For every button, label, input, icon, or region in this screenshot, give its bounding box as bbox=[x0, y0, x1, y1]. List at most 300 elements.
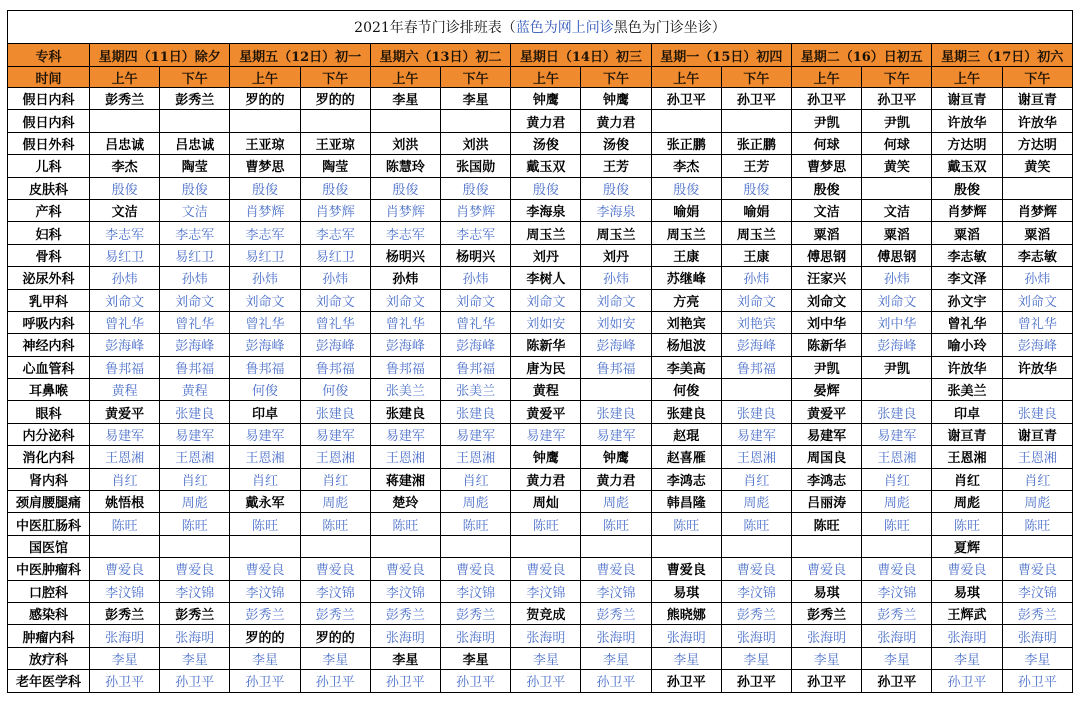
clinic-doctor-cell: 张建良 bbox=[370, 401, 440, 423]
online-doctor-cell: 肖梦辉 bbox=[370, 199, 440, 221]
online-doctor-cell: 彭秀兰 bbox=[370, 602, 440, 624]
dept-name: 感染科 bbox=[8, 602, 90, 624]
clinic-doctor-cell bbox=[862, 535, 932, 557]
online-doctor-cell: 殷俊 bbox=[300, 177, 370, 199]
table-row bbox=[8, 446, 1073, 468]
clinic-doctor-cell: 李树人 bbox=[511, 267, 581, 289]
clinic-doctor-cell: 陈慧玲 bbox=[370, 155, 440, 177]
clinic-doctor-cell: 孙卫平 bbox=[792, 88, 862, 110]
clinic-doctor-cell: 钟鹰 bbox=[511, 88, 581, 110]
dept-name: 眼科 bbox=[8, 401, 90, 423]
online-doctor-cell: 刘如安 bbox=[511, 311, 581, 333]
clinic-doctor-cell: 李杰 bbox=[651, 155, 721, 177]
online-doctor-cell: 鲁邦福 bbox=[90, 356, 160, 378]
clinic-doctor-cell: 彭秀兰 bbox=[90, 602, 160, 624]
clinic-doctor-cell: 尹凯 bbox=[862, 356, 932, 378]
table-row bbox=[8, 647, 1073, 669]
am-header: 上午 bbox=[370, 67, 440, 88]
online-doctor-cell: 陈旺 bbox=[300, 513, 370, 535]
online-doctor-cell: 易建军 bbox=[581, 423, 651, 445]
online-doctor-cell: 周彪 bbox=[441, 491, 511, 513]
online-doctor-cell: 李志军 bbox=[160, 222, 230, 244]
clinic-doctor-cell: 谢亘青 bbox=[1002, 88, 1072, 110]
online-doctor-cell: 王恩湘 bbox=[230, 446, 300, 468]
clinic-doctor-cell: 孙卫平 bbox=[721, 670, 791, 692]
dept-name: 消化内科 bbox=[8, 446, 90, 468]
online-doctor-cell: 曾礼华 bbox=[300, 311, 370, 333]
online-doctor-cell: 刘艳宾 bbox=[721, 311, 791, 333]
clinic-doctor-cell: 喻娟 bbox=[721, 199, 791, 221]
online-doctor-cell: 刘命文 bbox=[862, 289, 932, 311]
clinic-doctor-cell: 易建军 bbox=[792, 423, 862, 445]
online-doctor-cell: 王恩湘 bbox=[90, 446, 160, 468]
online-doctor-cell: 曹爱良 bbox=[1002, 558, 1072, 580]
online-doctor-cell: 张建良 bbox=[1002, 401, 1072, 423]
online-doctor-cell: 张建良 bbox=[721, 401, 791, 423]
online-doctor-cell: 李星 bbox=[932, 647, 1002, 669]
clinic-doctor-cell: 王康 bbox=[721, 244, 791, 266]
online-doctor-cell: 李志军 bbox=[230, 222, 300, 244]
am-header: 上午 bbox=[90, 67, 160, 88]
clinic-doctor-cell: 周彪 bbox=[932, 491, 1002, 513]
online-doctor-cell: 陈旺 bbox=[651, 513, 721, 535]
clinic-doctor-cell: 周国良 bbox=[792, 446, 862, 468]
clinic-doctor-cell: 黄力君 bbox=[511, 110, 581, 132]
clinic-doctor-cell: 周玉兰 bbox=[511, 222, 581, 244]
online-doctor-cell: 孙卫平 bbox=[1002, 670, 1072, 692]
clinic-doctor-cell bbox=[792, 535, 862, 557]
table-row bbox=[8, 625, 1073, 647]
online-doctor-cell: 易红卫 bbox=[300, 244, 370, 266]
clinic-doctor-cell: 刘洪 bbox=[370, 132, 440, 154]
online-doctor-cell: 张建良 bbox=[300, 401, 370, 423]
clinic-doctor-cell: 李鸿志 bbox=[651, 468, 721, 490]
dept-header: 专科 bbox=[8, 44, 90, 67]
clinic-doctor-cell: 黄爱平 bbox=[511, 401, 581, 423]
dept-name: 中医肿瘤科 bbox=[8, 558, 90, 580]
clinic-doctor-cell bbox=[511, 535, 581, 557]
online-doctor-cell: 陈旺 bbox=[511, 513, 581, 535]
clinic-doctor-cell: 方亮 bbox=[651, 289, 721, 311]
online-doctor-cell: 孙卫平 bbox=[160, 670, 230, 692]
table-row bbox=[8, 535, 1073, 557]
online-doctor-cell: 周彪 bbox=[862, 491, 932, 513]
am-header: 上午 bbox=[932, 67, 1002, 88]
online-doctor-cell: 张海明 bbox=[932, 625, 1002, 647]
clinic-doctor-cell: 吕忠诚 bbox=[160, 132, 230, 154]
online-doctor-cell: 孙卫平 bbox=[370, 670, 440, 692]
day-header: 星期三（17日）初六 bbox=[932, 44, 1073, 67]
clinic-doctor-cell: 陈新华 bbox=[511, 334, 581, 356]
table-row bbox=[8, 468, 1073, 490]
clinic-doctor-cell: 赵喜雁 bbox=[651, 446, 721, 468]
online-doctor-cell: 张海明 bbox=[1002, 625, 1072, 647]
online-doctor-cell: 张建良 bbox=[862, 401, 932, 423]
online-doctor-cell: 孙炜 bbox=[721, 267, 791, 289]
clinic-doctor-cell bbox=[370, 535, 440, 557]
dept-name: 产科 bbox=[8, 199, 90, 221]
clinic-doctor-cell: 彭秀兰 bbox=[90, 88, 160, 110]
online-doctor-cell: 彭秀兰 bbox=[581, 602, 651, 624]
online-doctor-cell: 李星 bbox=[230, 647, 300, 669]
online-doctor-cell: 易红卫 bbox=[230, 244, 300, 266]
online-doctor-cell: 鲁邦福 bbox=[230, 356, 300, 378]
online-doctor-cell: 刘命文 bbox=[581, 289, 651, 311]
online-doctor-cell: 周彪 bbox=[581, 491, 651, 513]
online-doctor-cell: 肖梦辉 bbox=[441, 199, 511, 221]
table-row bbox=[8, 602, 1073, 624]
online-doctor-cell: 孙卫平 bbox=[511, 670, 581, 692]
online-doctor-cell: 张海明 bbox=[441, 625, 511, 647]
online-doctor-cell: 王恩湘 bbox=[300, 446, 370, 468]
clinic-doctor-cell: 钟鹰 bbox=[511, 446, 581, 468]
online-doctor-cell: 殷俊 bbox=[230, 177, 300, 199]
dept-name: 内分泌科 bbox=[8, 423, 90, 445]
pm-header: 下午 bbox=[862, 67, 932, 88]
online-doctor-cell: 孙卫平 bbox=[300, 670, 370, 692]
clinic-doctor-cell: 黄程 bbox=[511, 379, 581, 401]
day-header: 星期六（13日）初二 bbox=[370, 44, 510, 67]
clinic-doctor-cell: 肖红 bbox=[932, 468, 1002, 490]
online-doctor-cell: 陈旺 bbox=[721, 513, 791, 535]
title-online-note: 蓝色为网上问诊 bbox=[515, 20, 614, 36]
dept-name: 肾内科 bbox=[8, 468, 90, 490]
online-doctor-cell: 肖红 bbox=[862, 468, 932, 490]
online-doctor-cell: 陈旺 bbox=[862, 513, 932, 535]
dept-name: 骨科 bbox=[8, 244, 90, 266]
online-doctor-cell: 刘命文 bbox=[511, 289, 581, 311]
online-doctor-cell: 李星 bbox=[300, 647, 370, 669]
online-doctor-cell: 刘中华 bbox=[862, 311, 932, 333]
clinic-doctor-cell: 周玉兰 bbox=[651, 222, 721, 244]
online-doctor-cell: 孙卫平 bbox=[441, 670, 511, 692]
dept-name: 呼吸内科 bbox=[8, 311, 90, 333]
clinic-doctor-cell bbox=[90, 110, 160, 132]
clinic-doctor-cell: 罗的的 bbox=[230, 88, 300, 110]
online-doctor-cell: 易建军 bbox=[160, 423, 230, 445]
table-row bbox=[8, 177, 1073, 199]
clinic-doctor-cell: 何球 bbox=[792, 132, 862, 154]
clinic-doctor-cell: 蒋建湘 bbox=[370, 468, 440, 490]
table-row bbox=[8, 267, 1073, 289]
clinic-doctor-cell: 陈旺 bbox=[792, 513, 862, 535]
clinic-doctor-cell bbox=[441, 110, 511, 132]
clinic-doctor-cell: 吕忠诚 bbox=[90, 132, 160, 154]
online-doctor-cell: 张美兰 bbox=[441, 379, 511, 401]
table-row bbox=[8, 88, 1073, 110]
table-row bbox=[8, 311, 1073, 333]
clinic-doctor-cell: 李文泽 bbox=[932, 267, 1002, 289]
clinic-doctor-cell: 杨明兴 bbox=[370, 244, 440, 266]
online-doctor-cell: 李星 bbox=[1002, 647, 1072, 669]
clinic-doctor-cell: 晏辉 bbox=[792, 379, 862, 401]
online-doctor-cell: 殷俊 bbox=[511, 177, 581, 199]
dept-name: 假日外科 bbox=[8, 132, 90, 154]
clinic-doctor-cell: 李志敏 bbox=[1002, 244, 1072, 266]
clinic-doctor-cell: 周玉兰 bbox=[721, 222, 791, 244]
online-doctor-cell: 孙炜 bbox=[581, 267, 651, 289]
online-doctor-cell: 李汶锦 bbox=[581, 580, 651, 602]
clinic-doctor-cell: 张建良 bbox=[651, 401, 721, 423]
dept-name: 假日内科 bbox=[8, 88, 90, 110]
online-doctor-cell: 张海明 bbox=[581, 625, 651, 647]
online-doctor-cell: 彭海峰 bbox=[90, 334, 160, 356]
clinic-doctor-cell: 孙卫平 bbox=[862, 670, 932, 692]
online-doctor-cell: 李星 bbox=[792, 647, 862, 669]
online-doctor-cell: 曹爱良 bbox=[792, 558, 862, 580]
online-doctor-cell: 刘命文 bbox=[300, 289, 370, 311]
online-doctor-cell: 孙炜 bbox=[230, 267, 300, 289]
table-row bbox=[8, 491, 1073, 513]
clinic-doctor-cell: 曹梦思 bbox=[230, 155, 300, 177]
clinic-doctor-cell: 戴玉双 bbox=[932, 155, 1002, 177]
online-doctor-cell: 易红卫 bbox=[90, 244, 160, 266]
clinic-doctor-cell bbox=[370, 110, 440, 132]
clinic-doctor-cell: 李星 bbox=[441, 647, 511, 669]
online-doctor-cell: 王恩湘 bbox=[160, 446, 230, 468]
clinic-doctor-cell: 方达明 bbox=[1002, 132, 1072, 154]
online-doctor-cell: 孙炜 bbox=[90, 267, 160, 289]
clinic-doctor-cell bbox=[300, 535, 370, 557]
online-doctor-cell: 陈旺 bbox=[370, 513, 440, 535]
day-header: 星期二（16）日初五 bbox=[792, 44, 932, 67]
dept-name: 国医馆 bbox=[8, 535, 90, 557]
online-doctor-cell: 李星 bbox=[862, 647, 932, 669]
table-row bbox=[8, 199, 1073, 221]
table-row bbox=[8, 580, 1073, 602]
online-doctor-cell: 王恩湘 bbox=[441, 446, 511, 468]
clinic-doctor-cell bbox=[160, 535, 230, 557]
clinic-doctor-cell: 张国勋 bbox=[441, 155, 511, 177]
online-doctor-cell: 张海明 bbox=[651, 625, 721, 647]
clinic-doctor-cell: 曾礼华 bbox=[932, 311, 1002, 333]
clinic-doctor-cell: 杨明兴 bbox=[441, 244, 511, 266]
table-row bbox=[8, 244, 1073, 266]
online-doctor-cell: 易建军 bbox=[441, 423, 511, 445]
clinic-doctor-cell: 傅思钢 bbox=[862, 244, 932, 266]
online-doctor-cell: 鲁邦福 bbox=[441, 356, 511, 378]
online-doctor-cell: 何俊 bbox=[300, 379, 370, 401]
online-doctor-cell: 鲁邦福 bbox=[160, 356, 230, 378]
clinic-doctor-cell: 张正鹏 bbox=[651, 132, 721, 154]
clinic-doctor-cell: 戴永军 bbox=[230, 491, 300, 513]
dept-name: 皮肤科 bbox=[8, 177, 90, 199]
schedule-body bbox=[8, 88, 1073, 693]
header-day-row bbox=[8, 44, 1073, 67]
clinic-doctor-cell: 刘丹 bbox=[511, 244, 581, 266]
online-doctor-cell: 彭海峰 bbox=[1002, 334, 1072, 356]
online-doctor-cell: 周彪 bbox=[721, 491, 791, 513]
online-doctor-cell: 刘命文 bbox=[160, 289, 230, 311]
clinic-doctor-cell: 周玉兰 bbox=[581, 222, 651, 244]
pm-header: 下午 bbox=[1002, 67, 1072, 88]
clinic-doctor-cell: 粟滔 bbox=[862, 222, 932, 244]
clinic-doctor-cell: 贺竞成 bbox=[511, 602, 581, 624]
clinic-doctor-cell: 黄力君 bbox=[581, 468, 651, 490]
online-doctor-cell: 黄程 bbox=[160, 379, 230, 401]
clinic-doctor-cell bbox=[721, 379, 791, 401]
clinic-doctor-cell bbox=[721, 110, 791, 132]
online-doctor-cell: 刘命文 bbox=[230, 289, 300, 311]
schedule-table bbox=[7, 43, 1073, 693]
online-doctor-cell: 李汶锦 bbox=[721, 580, 791, 602]
table-row bbox=[8, 356, 1073, 378]
online-doctor-cell: 肖红 bbox=[160, 468, 230, 490]
online-doctor-cell: 易建军 bbox=[721, 423, 791, 445]
online-doctor-cell: 李汶锦 bbox=[441, 580, 511, 602]
clinic-doctor-cell: 李鸿志 bbox=[792, 468, 862, 490]
online-doctor-cell: 鲁邦福 bbox=[300, 356, 370, 378]
title-main: 2021年春节门诊排班表（ bbox=[354, 20, 516, 36]
table-title bbox=[7, 10, 1073, 43]
online-doctor-cell: 彭秀兰 bbox=[862, 602, 932, 624]
online-doctor-cell: 王恩湘 bbox=[370, 446, 440, 468]
clinic-doctor-cell: 许放华 bbox=[1002, 110, 1072, 132]
table-row bbox=[8, 334, 1073, 356]
clinic-doctor-cell: 李杰 bbox=[90, 155, 160, 177]
clinic-doctor-cell bbox=[230, 535, 300, 557]
am-header: 上午 bbox=[792, 67, 862, 88]
online-doctor-cell: 肖梦辉 bbox=[300, 199, 370, 221]
clinic-doctor-cell: 李美高 bbox=[651, 356, 721, 378]
clinic-doctor-cell bbox=[300, 110, 370, 132]
online-doctor-cell: 肖红 bbox=[441, 468, 511, 490]
online-doctor-cell: 殷俊 bbox=[160, 177, 230, 199]
clinic-doctor-cell: 孙卫平 bbox=[651, 88, 721, 110]
online-doctor-cell: 曾礼华 bbox=[441, 311, 511, 333]
online-doctor-cell: 文洁 bbox=[160, 199, 230, 221]
clinic-doctor-cell: 刘洪 bbox=[441, 132, 511, 154]
online-doctor-cell: 鲁邦福 bbox=[370, 356, 440, 378]
online-doctor-cell: 李星 bbox=[651, 647, 721, 669]
clinic-doctor-cell: 肖梦辉 bbox=[932, 199, 1002, 221]
clinic-doctor-cell: 黄爱平 bbox=[90, 401, 160, 423]
online-doctor-cell: 王恩湘 bbox=[721, 446, 791, 468]
clinic-doctor-cell: 粟滔 bbox=[932, 222, 1002, 244]
online-doctor-cell: 易建军 bbox=[90, 423, 160, 445]
online-doctor-cell: 易建军 bbox=[370, 423, 440, 445]
online-doctor-cell: 肖红 bbox=[1002, 468, 1072, 490]
clinic-doctor-cell: 王康 bbox=[651, 244, 721, 266]
clinic-doctor-cell: 罗的的 bbox=[230, 625, 300, 647]
clinic-doctor-cell: 孙卫平 bbox=[862, 88, 932, 110]
clinic-doctor-cell: 文洁 bbox=[862, 199, 932, 221]
online-doctor-cell: 李汶锦 bbox=[862, 580, 932, 602]
dept-name: 神经内科 bbox=[8, 334, 90, 356]
online-doctor-cell: 曹爱良 bbox=[300, 558, 370, 580]
online-doctor-cell: 陈旺 bbox=[230, 513, 300, 535]
dept-name: 心血管科 bbox=[8, 356, 90, 378]
clinic-doctor-cell: 孙卫平 bbox=[792, 670, 862, 692]
online-doctor-cell: 曹爱良 bbox=[721, 558, 791, 580]
clinic-doctor-cell: 刘丹 bbox=[581, 244, 651, 266]
online-doctor-cell: 孙卫平 bbox=[90, 670, 160, 692]
clinic-doctor-cell: 殷俊 bbox=[932, 177, 1002, 199]
dept-name: 老年医学科 bbox=[8, 670, 90, 692]
clinic-doctor-cell bbox=[1002, 379, 1072, 401]
clinic-doctor-cell: 汤俊 bbox=[511, 132, 581, 154]
online-doctor-cell: 曾礼华 bbox=[90, 311, 160, 333]
clinic-doctor-cell bbox=[721, 535, 791, 557]
clinic-doctor-cell: 谢亘青 bbox=[932, 423, 1002, 445]
online-doctor-cell: 张建良 bbox=[160, 401, 230, 423]
online-doctor-cell: 孙炜 bbox=[862, 267, 932, 289]
online-doctor-cell: 李星 bbox=[721, 647, 791, 669]
online-doctor-cell: 曹爱良 bbox=[90, 558, 160, 580]
pm-header: 下午 bbox=[300, 67, 370, 88]
online-doctor-cell: 彭海峰 bbox=[721, 334, 791, 356]
dept-name: 妇科 bbox=[8, 222, 90, 244]
clinic-doctor-cell: 黄力君 bbox=[581, 110, 651, 132]
clinic-doctor-cell: 彭秀兰 bbox=[792, 602, 862, 624]
online-doctor-cell: 李星 bbox=[160, 647, 230, 669]
online-doctor-cell: 易建军 bbox=[300, 423, 370, 445]
clinic-doctor-cell: 许放华 bbox=[932, 356, 1002, 378]
online-doctor-cell: 张海明 bbox=[160, 625, 230, 647]
online-doctor-cell: 黄程 bbox=[90, 379, 160, 401]
header-time-row bbox=[8, 67, 1073, 88]
online-doctor-cell: 李志军 bbox=[90, 222, 160, 244]
clinic-doctor-cell: 王亚琼 bbox=[230, 132, 300, 154]
online-doctor-cell: 鲁邦福 bbox=[581, 356, 651, 378]
table-row bbox=[8, 423, 1073, 445]
online-doctor-cell: 李星 bbox=[511, 647, 581, 669]
clinic-doctor-cell: 曹梦思 bbox=[792, 155, 862, 177]
clinic-doctor-cell: 罗的的 bbox=[300, 625, 370, 647]
clinic-doctor-cell bbox=[581, 379, 651, 401]
online-doctor-cell: 孙卫平 bbox=[932, 670, 1002, 692]
clinic-doctor-cell: 李星 bbox=[370, 88, 440, 110]
dept-name: 中医肛肠科 bbox=[8, 513, 90, 535]
online-doctor-cell: 刘命文 bbox=[1002, 289, 1072, 311]
clinic-doctor-cell: 易琪 bbox=[792, 580, 862, 602]
clinic-doctor-cell: 姚悟根 bbox=[90, 491, 160, 513]
online-doctor-cell: 曹爱良 bbox=[441, 558, 511, 580]
online-doctor-cell: 张海明 bbox=[721, 625, 791, 647]
online-doctor-cell: 李志军 bbox=[441, 222, 511, 244]
dept-name: 肿瘤内科 bbox=[8, 625, 90, 647]
online-doctor-cell: 陈旺 bbox=[932, 513, 1002, 535]
online-doctor-cell: 李海泉 bbox=[581, 199, 651, 221]
clinic-doctor-cell: 夏辉 bbox=[932, 535, 1002, 557]
online-doctor-cell: 周彪 bbox=[160, 491, 230, 513]
clinic-doctor-cell: 张正鹏 bbox=[721, 132, 791, 154]
online-doctor-cell: 李汶锦 bbox=[511, 580, 581, 602]
online-doctor-cell: 殷俊 bbox=[441, 177, 511, 199]
clinic-doctor-cell: 黄笑 bbox=[862, 155, 932, 177]
clinic-doctor-cell: 唐为民 bbox=[511, 356, 581, 378]
clinic-doctor-cell: 钟鹰 bbox=[581, 446, 651, 468]
online-doctor-cell: 李汶锦 bbox=[1002, 580, 1072, 602]
online-doctor-cell: 陈旺 bbox=[90, 513, 160, 535]
clinic-doctor-cell: 熊晓娜 bbox=[651, 602, 721, 624]
online-doctor-cell: 肖红 bbox=[230, 468, 300, 490]
table-row bbox=[8, 401, 1073, 423]
clinic-doctor-cell: 粟滔 bbox=[792, 222, 862, 244]
clinic-doctor-cell: 李星 bbox=[370, 647, 440, 669]
online-doctor-cell: 张建良 bbox=[581, 401, 651, 423]
online-doctor-cell: 周彪 bbox=[300, 491, 370, 513]
clinic-doctor-cell: 汤俊 bbox=[581, 132, 651, 154]
clinic-doctor-cell bbox=[230, 110, 300, 132]
table-row bbox=[8, 670, 1073, 692]
online-doctor-cell: 曹爱良 bbox=[581, 558, 651, 580]
online-doctor-cell: 张海明 bbox=[511, 625, 581, 647]
clinic-doctor-cell: 陈新华 bbox=[792, 334, 862, 356]
clinic-doctor-cell bbox=[862, 379, 932, 401]
clinic-doctor-cell: 曹爱良 bbox=[651, 558, 721, 580]
clinic-doctor-cell: 孙文宇 bbox=[932, 289, 1002, 311]
